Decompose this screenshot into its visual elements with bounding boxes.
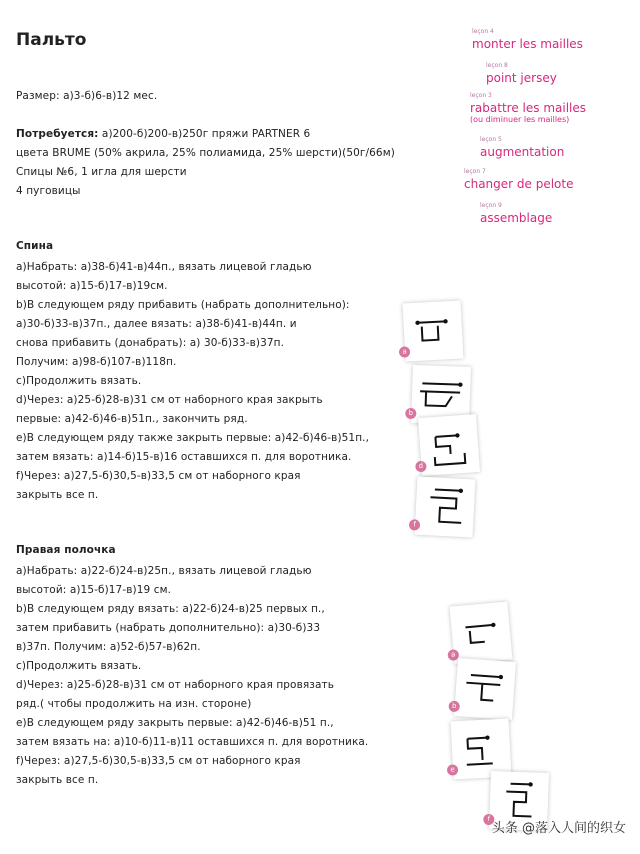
- instruction-line: e)В следующем ряду закрыть первые: а)42-б)46-в)51 п.,: [16, 717, 334, 729]
- instruction-line: d)Через: а)25-б)28-в)31 см от наборного края закрыть: [16, 394, 323, 406]
- materials-line-4: 4 пуговицы: [16, 185, 81, 197]
- step-badge: f: [483, 814, 494, 825]
- page-title: Пальто: [16, 30, 87, 50]
- lesson-item: [456, 92, 596, 122]
- step-badge: d: [415, 461, 427, 473]
- lesson-number: leçon 3: [470, 92, 492, 99]
- instruction-line: высотой: а)15-б)17-в)19 см.: [16, 584, 172, 596]
- instruction-line: закрыть все п.: [16, 774, 99, 786]
- step-badge: a: [399, 346, 411, 358]
- size-line: Размер: а)3-б)6-в)12 мес.: [16, 90, 158, 102]
- diagram-drawing: [454, 658, 516, 720]
- instruction-line: b)В следующем ряду прибавить (набрать дополнительно):: [16, 299, 350, 311]
- instruction-line: ряд.( чтобы продолжить на изн. стороне): [16, 698, 252, 710]
- instruction-line: первые: а)42-б)46-в)51п., закончить ряд.: [16, 413, 248, 425]
- diagram-card: [418, 414, 480, 476]
- lesson-item: [458, 28, 598, 58]
- lesson-text: point jersey: [486, 71, 557, 85]
- instruction-line: в)37п. Получим: а)52-б)57-в)62п.: [16, 641, 201, 653]
- instruction-line: а)Набрать: а)38-б)41-в)44п., вязать лицевой гладью: [16, 261, 312, 273]
- diagram-drawing: [403, 301, 464, 362]
- lesson-number: leçon 5: [480, 136, 502, 143]
- instruction-line: затем вязать на: а)10-б)11-в)11 оставшихся п. для воротника.: [16, 736, 369, 748]
- lesson-text: augmentation: [480, 145, 565, 159]
- step-badge: e: [447, 764, 459, 776]
- diagram-drawing: [451, 719, 512, 780]
- lesson-item: [472, 62, 612, 92]
- lesson-number: leçon 9: [480, 202, 502, 209]
- lesson-text: changer de pelote: [464, 177, 574, 191]
- step-badge: b: [405, 408, 416, 419]
- instruction-line: а)30-б)33-в)37п., далее вязать: а)38-б)41-в)44п. и: [16, 318, 297, 330]
- lesson-item: [466, 136, 606, 166]
- lesson-number: leçon 4: [472, 28, 494, 35]
- instruction-line: f)Через: а)27,5-б)30,5-в)33,5 см от наборного края: [16, 470, 301, 482]
- materials-yarn: а)200-б)200-в)250г пряжи PARTNER 6: [98, 128, 311, 140]
- lesson-item: [450, 168, 590, 198]
- instruction-line: затем прибавить (набрать дополнительно): а)30-б)33: [16, 622, 321, 634]
- instruction-line: высотой: а)15-б)17-в)19см.: [16, 280, 168, 292]
- instruction-line: d)Через: а)25-б)28-в)31 см от наборного края провязать: [16, 679, 335, 691]
- instruction-line: снова прибавить (донабрать): а) 30-б)33-в)37п.: [16, 337, 285, 349]
- lesson-text: monter les mailles: [472, 37, 583, 51]
- diagram-card: [415, 477, 476, 538]
- instruction-line: c)Продолжить вязать.: [16, 375, 142, 387]
- instruction-line: e)В следующем ряду также закрыть первые: а)42-б)46-в)51п.,: [16, 432, 370, 444]
- step-badge: b: [448, 701, 460, 713]
- diagram-card: [403, 301, 464, 362]
- instruction-line: закрыть все п.: [16, 489, 99, 501]
- right-front-heading: Правая полочка: [16, 544, 116, 556]
- lesson-subtext: (ou diminuer les mailles): [470, 115, 570, 124]
- lesson-number: leçon 8: [486, 62, 508, 69]
- diagram-drawing: [450, 602, 513, 665]
- step-badge: a: [447, 649, 459, 661]
- instruction-line: Получим: а)98-б)107-в)118п.: [16, 356, 177, 368]
- materials-line-2: цвета BRUME (50% акрила, 25% полиамида, 25% шерсти)(50г/66м): [16, 147, 395, 159]
- lesson-number: leçon 7: [464, 168, 486, 175]
- materials-label: Потребуется:: [16, 128, 99, 140]
- step-badge: f: [409, 519, 421, 531]
- lesson-text: assemblage: [480, 211, 553, 225]
- instruction-line: затем вязать: а)14-б)15-в)16 оставшихся п. для воротника.: [16, 451, 352, 463]
- instruction-line: а)Набрать: а)22-б)24-в)25п., вязать лицевой гладью: [16, 565, 312, 577]
- diagram-card: [450, 602, 513, 665]
- diagram-drawing: [418, 414, 480, 476]
- diagram-card: [451, 658, 516, 720]
- watermark: 头条 @落入人间的织女: [491, 821, 626, 836]
- instruction-line: c)Продолжить вязать.: [16, 660, 142, 672]
- instruction-line: b)В следующем ряду вязать: а)22-б)24-в)25 первых п.,: [16, 603, 325, 615]
- lesson-item: [466, 202, 606, 232]
- instruction-line: f)Через: а)27,5-б)30,5-в)33,5 см от наборного края: [16, 755, 301, 767]
- lesson-text: rabattre les mailles: [470, 101, 586, 115]
- materials-line-3: Спицы №6, 1 игла для шерсти: [16, 166, 187, 178]
- materials-line-1: [16, 128, 310, 140]
- back-heading: Спина: [16, 240, 54, 252]
- diagram-drawing: [415, 477, 476, 538]
- diagram-card: [451, 719, 512, 780]
